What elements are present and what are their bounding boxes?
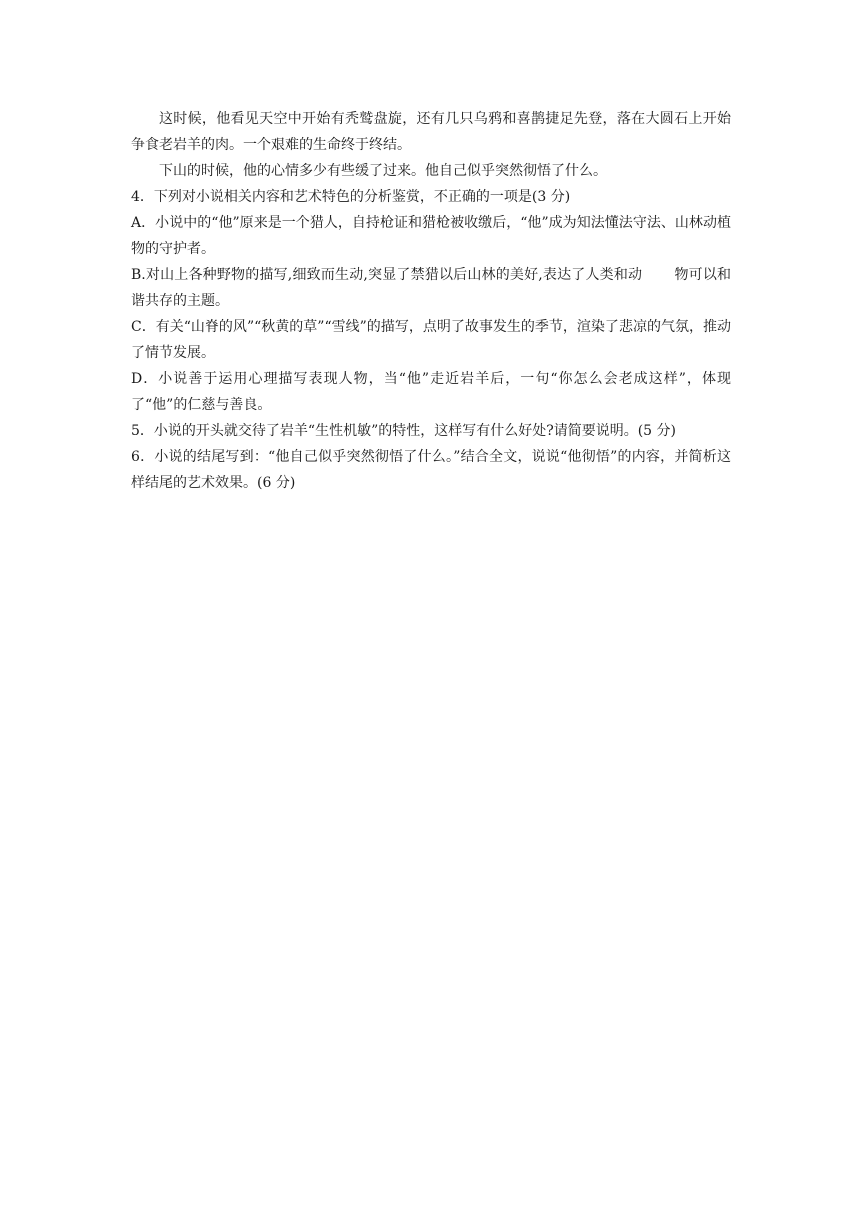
question-4-option-c: C．有关“山脊的风”“秋黄的草”“雪线”的描写，点明了故事发生的季节，渲染了悲凉的气氛，推动了情节发展。	[131, 319, 731, 361]
question-4-option-d: D．小说善于运用心理描写表现人物，当“他”走近岩羊后，一句“你怎么会老成这样”，体现了“他”的仁慈与善良。	[131, 371, 731, 413]
story-paragraph-2: 下山的时候，他的心情多少有些缓了过来。他自己似乎突然彻悟了什么。	[159, 163, 607, 179]
option-b-text-part-2: 物可以和谐共存的主题。	[131, 267, 732, 309]
question-5: 5．小说的开头就交待了岩羊“生性机敏”的特性，这样写有什么好处?请简要说明。(5 分)	[131, 423, 677, 439]
question-4-option-a: A．小说中的“他”原来是一个猎人，自持枪证和猎枪被收缴后，“他”成为知法懂法守法、山林动植物的守护者。	[131, 215, 731, 257]
story-paragraph-1: 这时候，他看见天空中开始有秃鹫盘旋，还有几只乌鸦和喜鹊捷足先登，落在大圆石上开始争食老岩羊的肉。一个艰难的生命终于终结。	[131, 111, 731, 153]
question-4-option-b	[131, 262, 731, 314]
document-body	[131, 106, 731, 496]
question-6: 6．小说的结尾写到：“他自己似乎突然彻悟了什么。”结合全文，说说“他彻悟”的内容，并简析这样结尾的艺术效果。(6 分)	[131, 449, 731, 491]
question-4-stem: 4．下列对小说相关内容和艺术特色的分析鉴赏，不正确的一项是(3 分)	[131, 189, 571, 205]
option-b-text-part-1: B.对山上各种野物的描写,细致而生动,突显了禁猎以后山林的美好,表达了人类和动	[131, 267, 643, 283]
